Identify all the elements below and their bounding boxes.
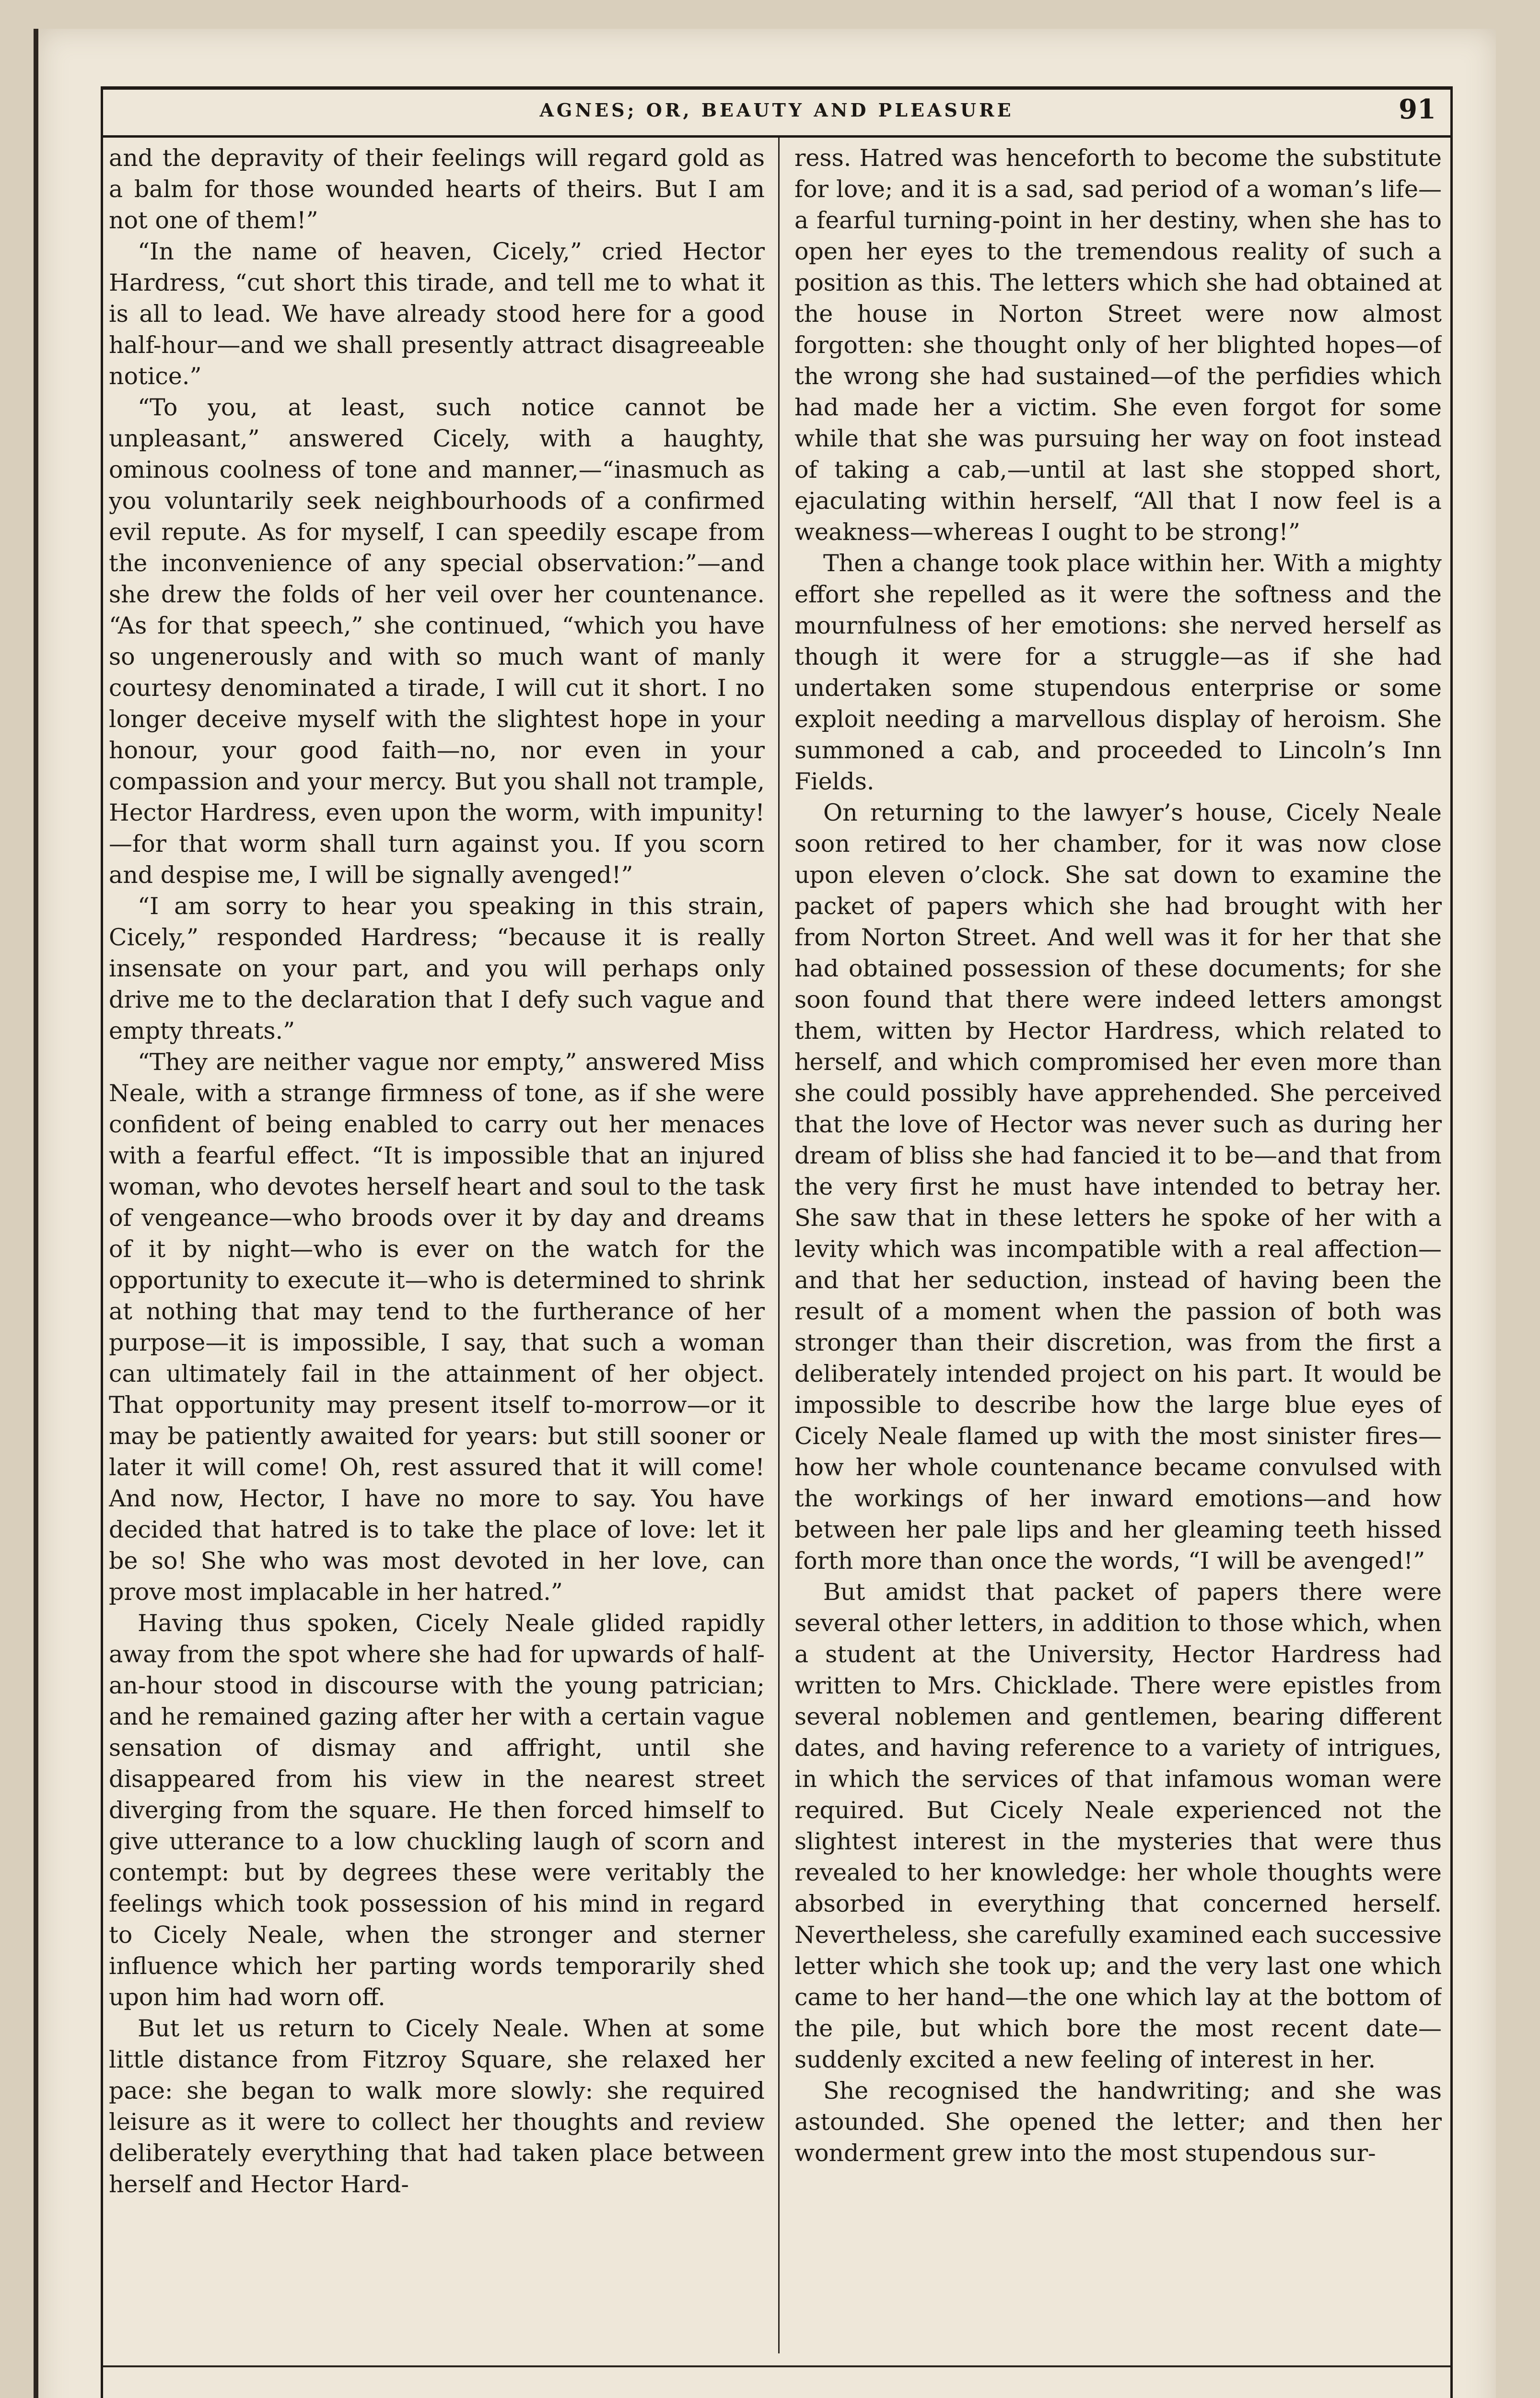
left-column [109,142,765,2349]
paragraph: “They are neither vague nor empty,” answered Miss Neale, with a strange firmness of tone, as if she were confident of being enabled to carry out her menaces with a fearful effect. “It is impossible that an injured woman, who devotes herself heart and soul to the task of vengeance—who broods over it by day and dreams of it by night—who is ever on the watch for the opportunity to execute it—who is determined to shrink at nothing that may tend to the furtherance of her purpose—it is impossible, I say, that such a woman can ultimately fail in the attainment of her object. That opportunity may present itself to-morrow—or it may be patiently awaited for years: but still sooner or later it will come! Oh, rest assured that it will come! And now, Hector, I have no more to say. You have decided that hatred is to take the place of love: let it be so! She who was most devoted in her love, can prove most implacable in her hatred.” [109,1048,765,1606]
paragraph: Having thus spoken, Cicely Neale glided rapidly away from the spot where she had for upwards of half-an-hour stood in discourse with the young patrician; and he remained gazing after her with a certain vague sensation of dismay and affright, until she disappeared from his view in the nearest street diverging from the square. He then forced himself to give utterance to a low chuckling laugh of scorn and contempt: but by degrees these were veritably the feelings which took possession of his mind in regard to Cicely Neale, when the stronger and sterner influence which her parting words temporarily shed upon him had worn off. [109,1610,765,2011]
column-divider [778,138,780,2353]
page-frame [101,86,1453,2398]
paragraph: ress. Hatred was henceforth to become the substitute for love; and it is a sad, sad period of a woman’s life—a fearful turning-point in her destiny, when she has to open her eyes to the tremendous reality of such a position as this. The letters which she had obtained at the house in Norton Street were now almost forgotten: she thought only of her blighted hopes—of the wrong she had sustained—of the perfidies which had made her a victim. She even forgot for some while that she was pursuing her way on foot instead of taking a cab,—until at last she stopped short, ejaculating within herself, “All that I now feel is a weakness—whereas I ought to be strong!” [794,144,1442,546]
paragraph: She recognised the handwriting; and she was astounded. She opened the letter; and then her wonderment grew into the most stupendous sur- [794,2077,1442,2167]
right-column [794,142,1442,2349]
page-header [103,90,1450,138]
paragraph: “I am sorry to hear you speaking in this strain, Cicely,” responded Hardress; “because it is really insensate on your part, and you will perhaps only drive me to the declaration that I defy such vague and empty threats.” [109,893,765,1045]
paragraph: Then a change took place within her. With a mighty effort she repelled as it were the softness and the mournfulness of her emotions: she nerved herself as though it were for a struggle—as if she had undertaken some stupendous enterprise or some exploit needing a marvellous display of heroism. She summoned a cab, and proceeded to Lincoln’s Inn Fields. [794,550,1442,795]
paragraph: “In the name of heaven, Cicely,” cried Hector Hardress, “cut short this tirade, and tell me to what it is all to lead. We have already stood here for a good half-hour—and we shall presently attract disagreeable notice.” [109,238,765,390]
footer-rule [103,2365,1450,2367]
paragraph: and the depravity of their feelings will regard gold as a balm for those wounded hearts of theirs. But I am not one of them!” [109,144,765,234]
book-page [34,29,1496,2398]
paragraph: “To you, at least, such notice cannot be unpleasant,” answered Cicely, with a haughty, ominous coolness of tone and manner,—“inasmuch as you voluntarily seek neighbourhoods of a confirmed evil repute. As for myself, I can speedily escape from the inconvenience of any special observation:”—and she drew the folds of her veil over her countenance. “As for that speech,” she continued, “which you have so ungenerously and with so much want of manly courtesy denominated a tirade, I will cut it short. I no longer deceive myself with the slightest hope in your honour, your good faith—no, nor even in your compassion and your mercy. But you shall not trample, Hector Hardress, even upon the worm, with impunity!—for that worm shall turn against you. If you scorn and despise me, I will be signally avenged!” [109,394,765,889]
paragraph: But let us return to Cicely Neale. When at some little distance from Fitzroy Square, she relaxed her pace: she began to walk more slowly: she required leisure as it were to collect her thoughts and review deliberately everything that had taken place between herself and Hector Hard- [109,2015,765,2198]
paragraph: On returning to the lawyer’s house, Cicely Neale soon retired to her chamber, for it was now close upon eleven o’clock. She sat down to examine the packet of papers which she had brought with her from Norton Street. And well was it for her that she had obtained possession of these documents; for she soon found that there were indeed letters amongst them, witten by Hector Hardress, which related to herself, and which compromised her even more than she could possibly have apprehended. She perceived that the love of Hector was never such as during her dream of bliss she had fancied it to be—and that from the very first he must have intended to betray her. She saw that in these letters he spoke of her with a levity which was incompatible with a real affection—and that her seduction, instead of having been the result of a moment when the passion of both was stronger than their discretion, was from the first a deliberately intended project on his part. It would be impossible to describe how the large blue eyes of Cicely Neale flamed up with the most sinister fires—how her whole countenance became convulsed with the workings of her inward emotions—and how between her pale lips and her gleaming teeth hissed forth more than once the words, “I will be avenged!” [794,799,1442,1575]
running-head: AGNES; OR, BEAUTY AND PLEASURE [539,99,1014,121]
page-number: 91 [1399,94,1436,125]
paragraph: But amidst that packet of papers there were several other letters, in addition to those which, when a student at the University, Hector Hardress had written to Mrs. Chicklade. There were epistles from several noblemen and gentlemen, bearing different dates, and having reference to a variety of intrigues, in which the services of that infamous woman were required. But Cicely Neale experienced not the slightest interest in the mysteries that were thus revealed to her knowledge: her whole thoughts were absorbed in everything that concerned herself. Nevertheless, she carefully examined each successive letter which she took up; and the very last one which came to her hand—the one which lay at the bottom of the pile, but which bore the most recent date—suddenly excited a new feeling of interest in her. [794,1578,1442,2073]
